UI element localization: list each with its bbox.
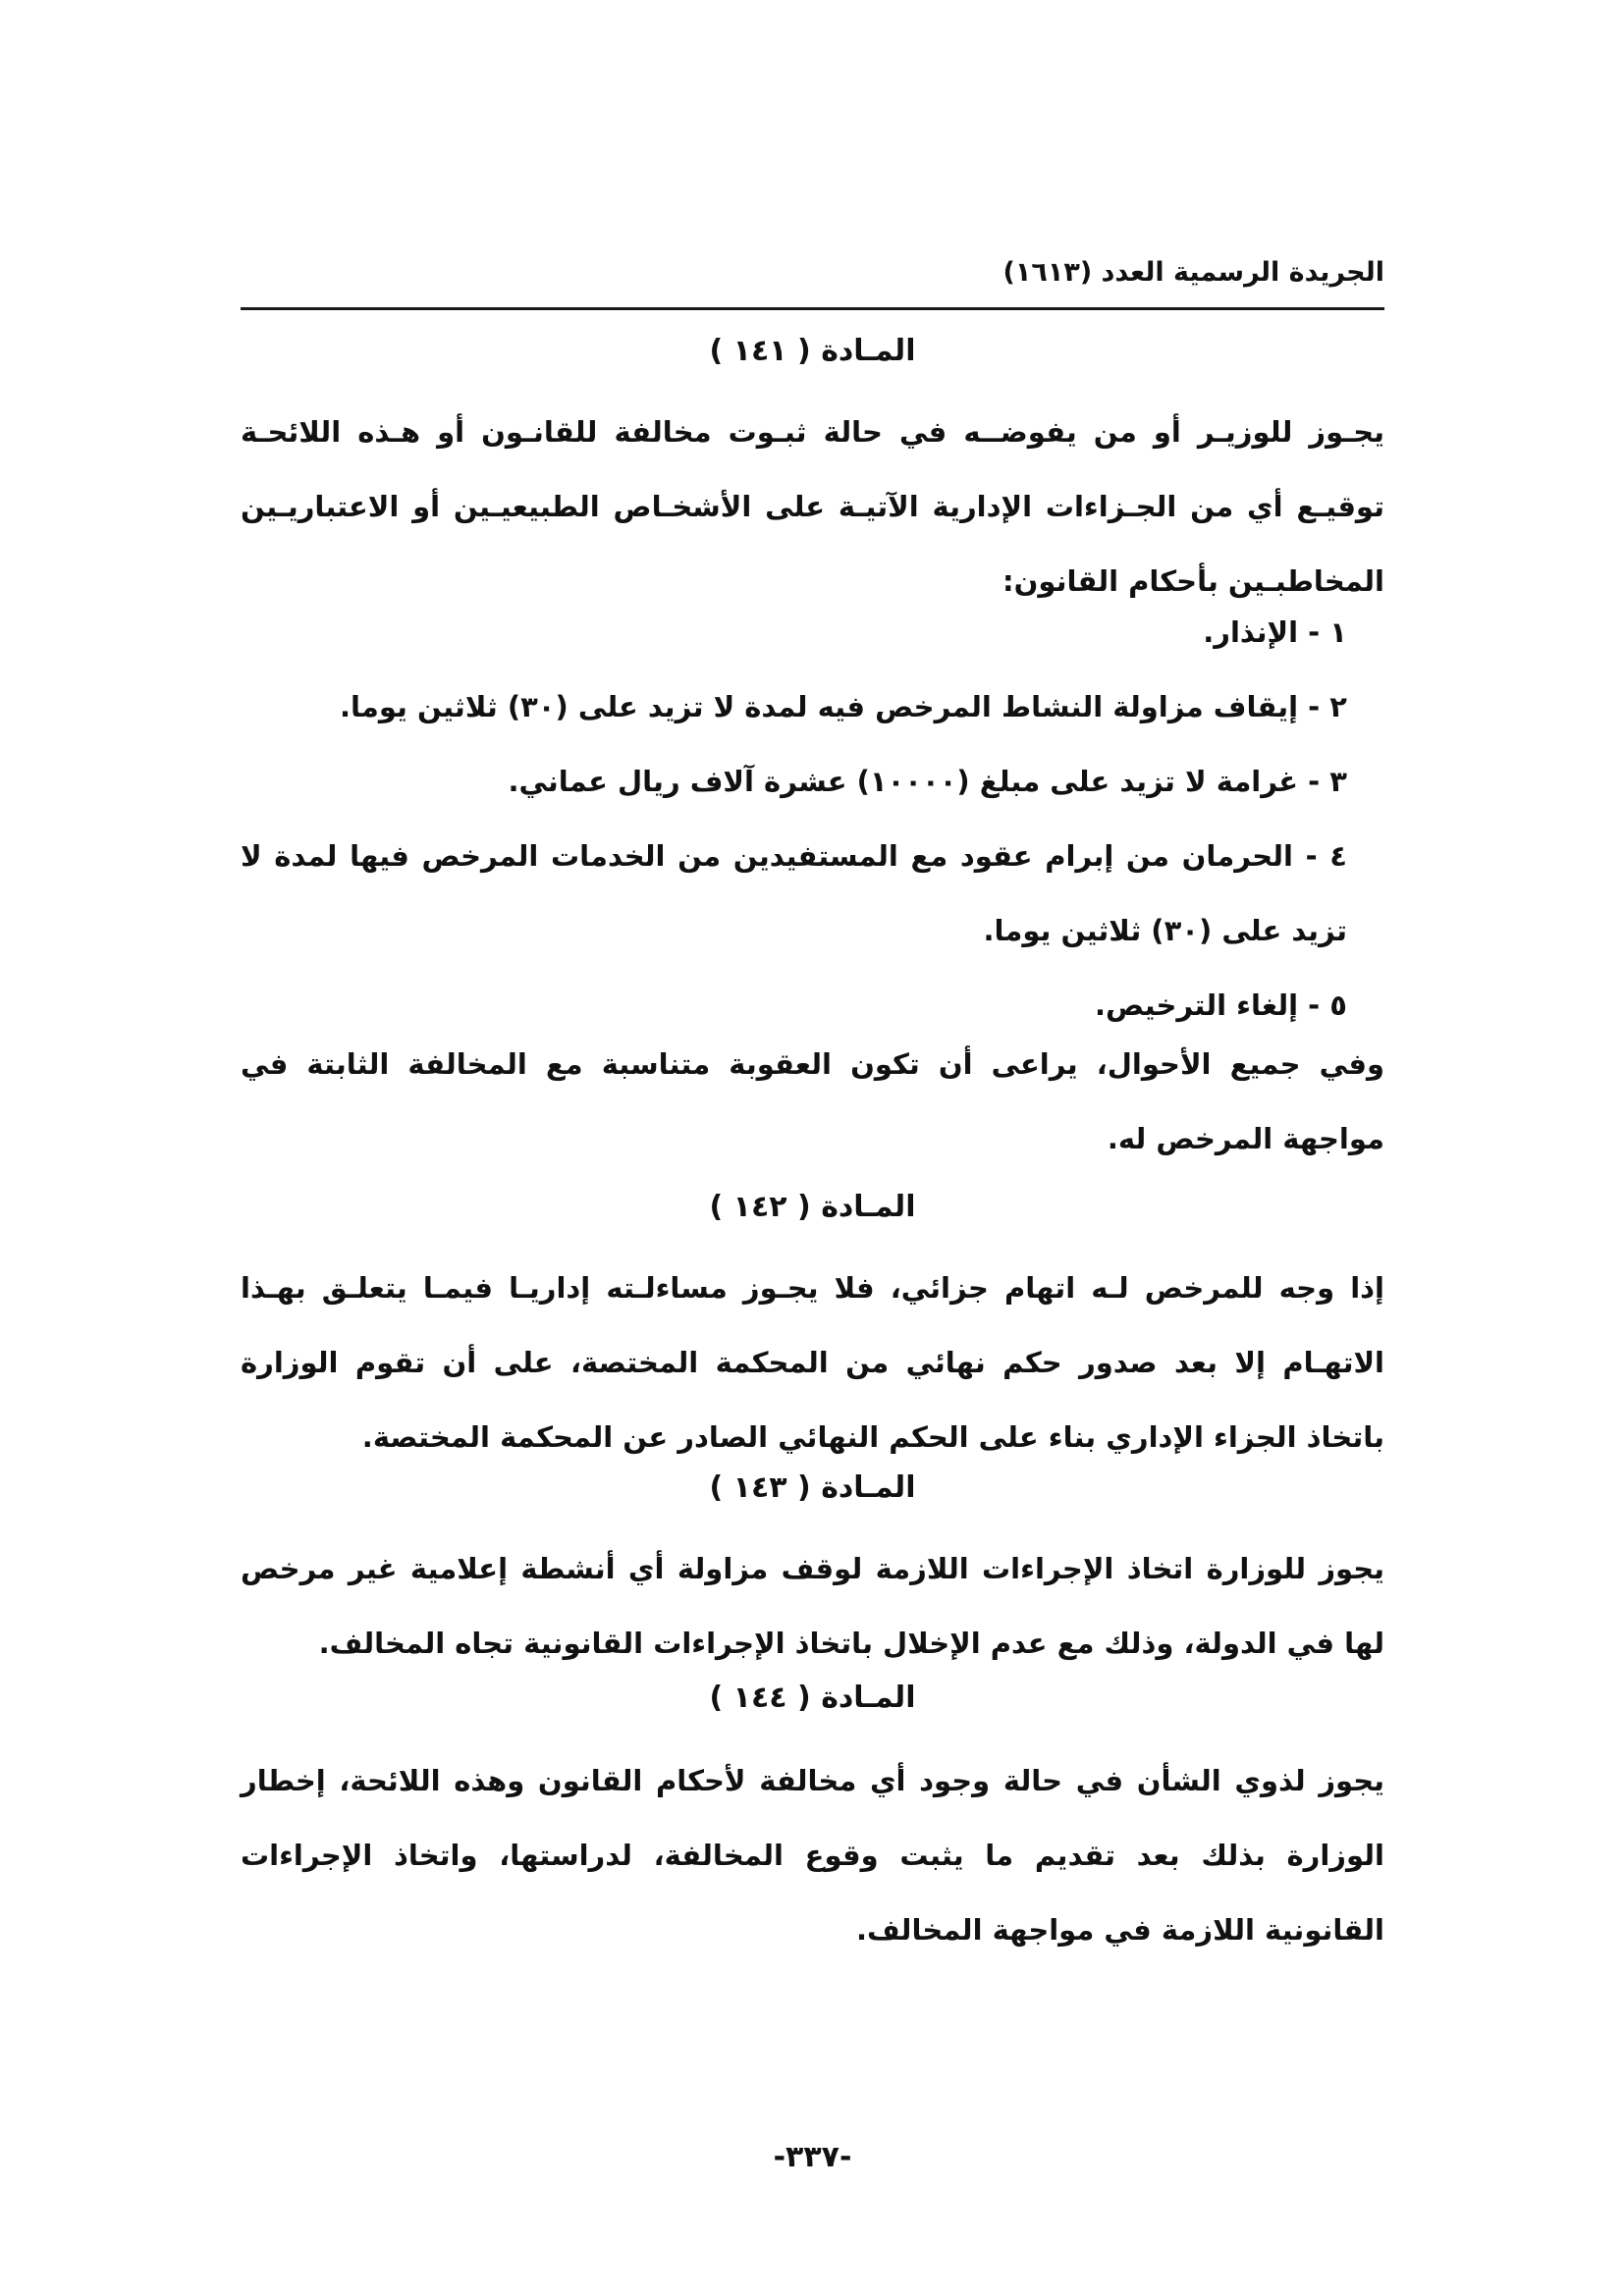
article-143-body: يجوز للوزارة اتخاذ الإجراءات اللازمة لوقف مزاولة أي أنشطة إعلامية غير مرخص لها في الدولة، وذلك مع عدم الإخلال باتخاذ الإجراءات القانونية تجاه المخالف. [241,1552,1384,1660]
article-141-closing: وفي جميع الأحوال، يراعى أن تكون العقوبة متناسبة مع المخالفة الثابتة في مواجهة المرخص له. [241,1047,1384,1155]
article-141-title: المـادة ( ١٤١ ) [709,334,916,368]
article-141-item-4: ٤ - الحرمان من إبرام عقود مع المستفيدين من الخدمات المرخص فيها لمدة لا تزيد على (٣٠) ثلاثين يوما. [241,839,1347,947]
header-rule [241,307,1384,310]
page-number: -٣٣٧- [773,2140,852,2174]
article-141-item-5: ٥ - إلغاء الترخيص. [1095,988,1347,1022]
article-141-item-3: ٣ - غرامة لا تزيد على مبلغ (١٠٠٠٠) عشرة آلاف ريال عماني. [508,765,1347,798]
article-143-title: المـادة ( ١٤٣ ) [709,1470,916,1505]
article-141-intro: يجـوز للوزيـر أو من يفوضــه في حالة ثبـوت مخالفة للقانـون أو هـذه اللائحـة توقيـع أي من الجـزاءات الإدارية الآتيـة على الأشخـاص الطبيعيـين أو الاعتباريـين المخاطبـين بأحكام القانون: [241,415,1384,598]
running-header: الجريدة الرسمية العدد (١٦١٣) [1002,257,1384,288]
article-141-item-1: ١ - الإنذار. [1203,615,1347,649]
article-142-title: المـادة ( ١٤٢ ) [709,1190,916,1224]
article-144-body: يجوز لذوي الشأن في حالة وجود أي مخالفة لأحكام القانون وهذه اللائحة، إخطار الوزارة بذلك بعد تقديم ما يثبت وقوع المخالفة، لدراستها، واتخاذ الإجراءات القانونية اللازمة في مواجهة المخالف. [241,1764,1384,1947]
article-141-item-2: ٢ - إيقاف مزاولة النشاط المرخص فيه لمدة لا تزيد على (٣٠) ثلاثين يوما. [339,690,1347,723]
article-142-body: إذا وجه للمرخص لـه اتهام جزائي، فلا يجـوز مساءلـته إداريـا فيمـا يتعلـق بهـذا الاتهـام إلا بعد صدور حكم نهائي من المحكمة المختصة، على أن تقوم الوزارة باتخاذ الجزاء الإداري بناء على الحكم النهائي الصادر عن المحكمة المختصة. [241,1271,1384,1454]
article-144-title: المـادة ( ١٤٤ ) [709,1681,916,1715]
document-page [241,0,1384,2296]
